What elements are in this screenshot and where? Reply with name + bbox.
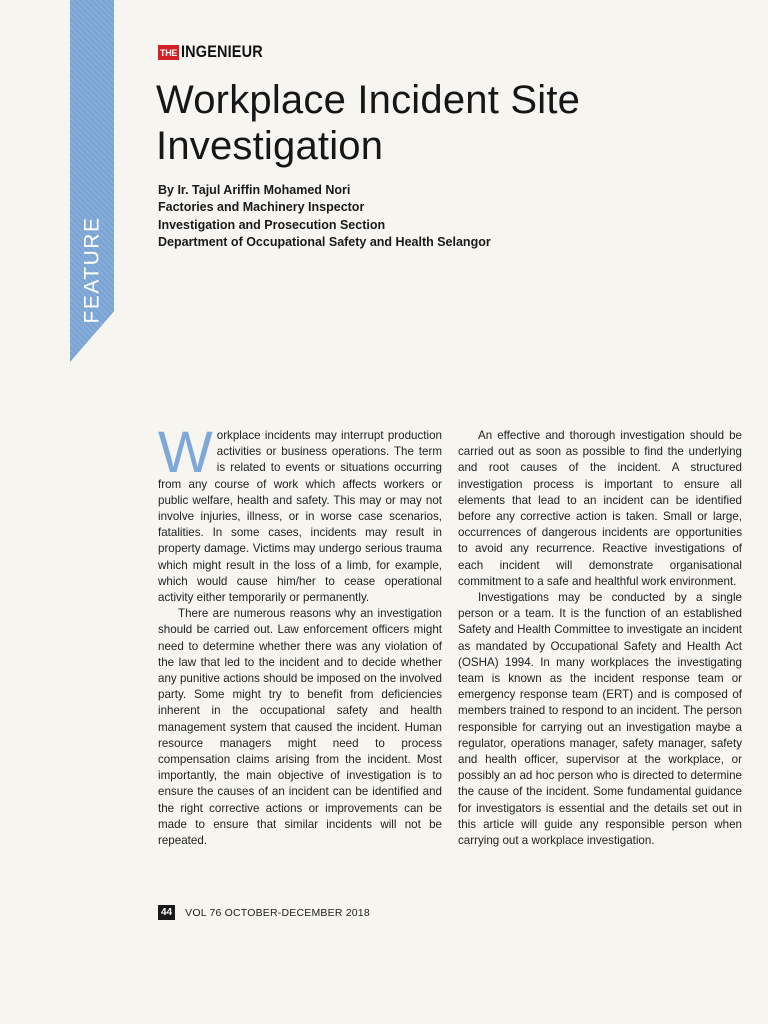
- drop-cap: W: [158, 420, 213, 485]
- page-footer: [158, 905, 370, 920]
- byline-position: Factories and Machinery Inspector: [158, 200, 365, 215]
- body-paragraph: [158, 420, 442, 606]
- article-title: Workplace Incident Site Investigation: [156, 78, 581, 168]
- body-paragraph-text: orkplace incidents may interrupt production activities or business operations. The term is related to events or situations occurring from any course of work which affects workers or public welfare, health and safety. This may or may not involve injuries, illness, or in worse case scenarios, fatalities. In some cases, incidents may result in property damage. Victims may undergo serious trauma which might result in the loss of a limb, for example, which would cause him/her to cease operational activity either temporarily or permanently.: [158, 429, 442, 605]
- body-column-right: [458, 428, 742, 849]
- body-paragraph: Investigations may be conducted by a single person or a team. It is the function of an established Safety and Health Committee to investigate an incident as mandated by Occupational Safety and Health Act (OSHA) 1994. In many workplaces the investigating team is known as the incident response team or emergency response team (ERT) and is composed of members trained to respond to an incident. The person responsible for carrying out an investigation maybe a regulator, operations manager, safety manager, safety and health officer, supervisor at the workplace, or possibly an ad hoc person who is directed to determine the cause of the incident. Some fundamental guidance for investigators is essential and the details set out in this article will guide any responsible person when carrying out a workplace investigation.: [458, 591, 742, 848]
- body-column-left: [158, 420, 442, 849]
- byline-section: Investigation and Prosecution Section: [158, 217, 386, 232]
- feature-tab-label-wrap: [72, 216, 112, 324]
- page-number: 44: [158, 905, 175, 920]
- byline-author: By Ir. Tajul Ariffin Mohamed Nori: [158, 183, 351, 197]
- body-paragraph: An effective and thorough investigation should be carried out as soon as possible to find the underlying and root causes of the incident. A structured investigation process is important to ensure all elements that lead to an incident can be identified before any corrective action is taken. Small or large, occurrences of dangerous incidents are opportunities to avoid any recurrence. Reactive investigations of each incident will demonstrate organisational commitment to a safe and healthful work environment.: [458, 429, 742, 588]
- byline-department: Department of Occupational Safety and Health Selangor: [158, 235, 491, 250]
- brand-logo-badge: THE: [158, 45, 179, 60]
- feature-tab-label: FEATURE: [80, 216, 104, 324]
- issue-info: VOL 76 OCTOBER-DECEMBER 2018: [185, 906, 370, 919]
- magazine-brand: [158, 42, 277, 62]
- brand-name: INGENIEUR: [181, 42, 263, 61]
- article-byline: [158, 182, 718, 252]
- body-paragraph: There are numerous reasons why an investigation should be carried out. Law enforcement officers might need to determine whether there was any violation of the law that led to the incident and to decide whether any punitive actions should be imposed on the involved party. Some might try to benefit from deficiencies inherent in the occupational safety and health management system that caused the incident. Human resource managers might need to process compensation claims arising from the incident. Most importantly, the main objective of investigation is to ensure the causes of an incident can be identified and the right corrective actions or improvements can be made to ensure that similar incidents will not be repeated.: [158, 607, 442, 848]
